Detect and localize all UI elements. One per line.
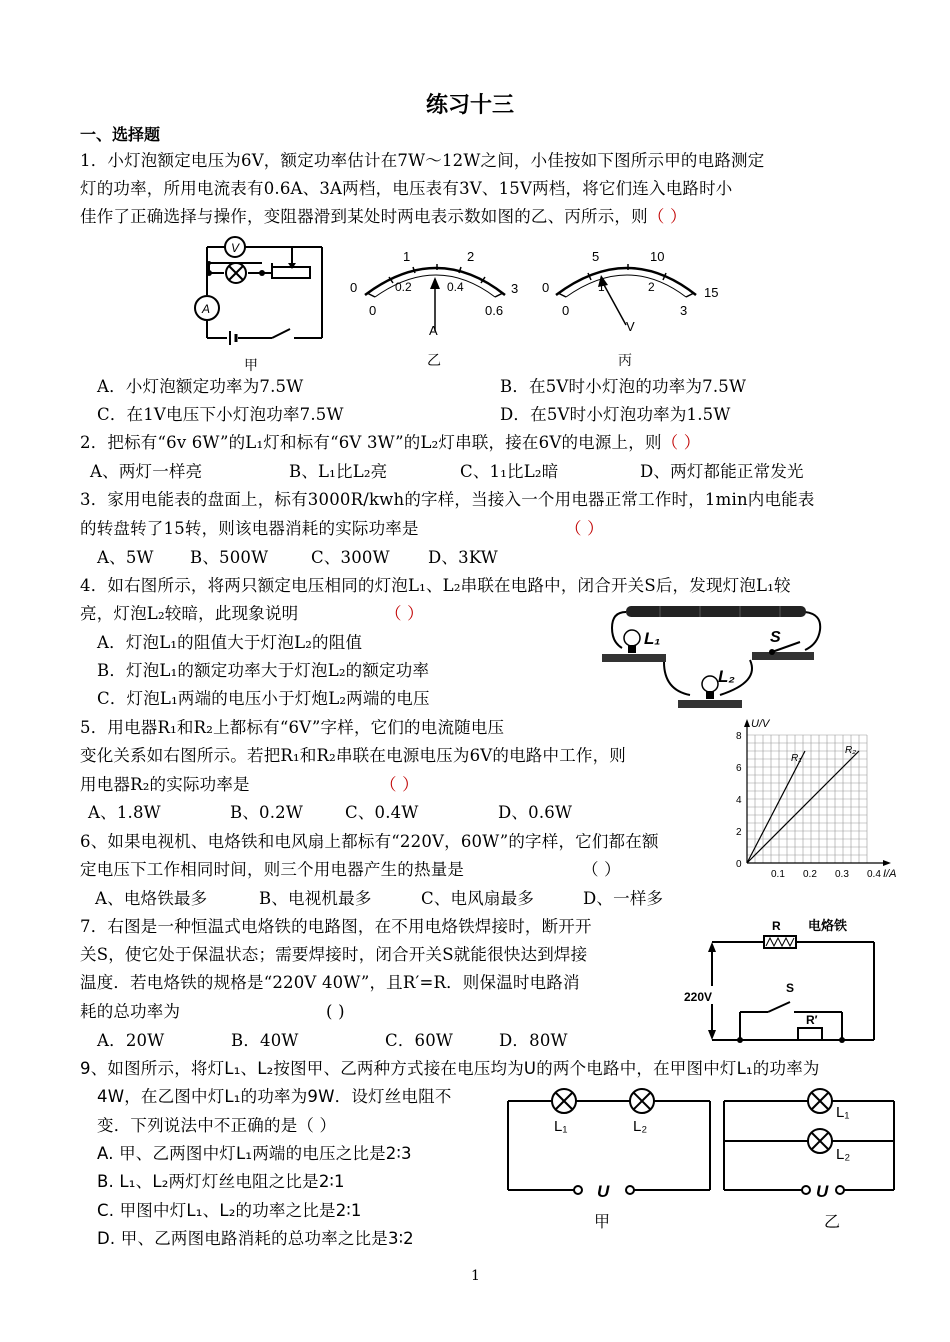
q9-line1: 9、如图所示，将灯L₁、L₂按图甲、乙两种方式接在电压均为U的两个电路中，在甲图中灯L₁的功率为 — [80, 1059, 820, 1078]
q1-line1: 1．小灯泡额定电压为6V，额定功率估计在7W～12W之间，小佳按如下图所示甲的电路测定 — [80, 151, 765, 170]
section-heading: 一、选择题 — [80, 125, 161, 144]
q5-option-c: C、0.4W — [345, 803, 419, 822]
fig-label-jia: 甲 — [244, 358, 258, 374]
graph-ytick-6: 6 — [736, 763, 742, 774]
ammeter-tick-0: 0 — [350, 280, 358, 295]
q9-yi-label-u: U — [816, 1182, 829, 1201]
q3-line2-text: 的转盘转了15转，则该电器消耗的实际功率是 — [80, 519, 419, 538]
fig-label-bing: 丙 — [618, 353, 632, 369]
q1-option-d: D．在5V时小灯泡功率为1.5W — [500, 405, 731, 424]
ammeter-needle-label: A — [429, 323, 438, 338]
volt-tick-1: 1 — [598, 280, 605, 294]
graph-ytick-2: 2 — [736, 827, 742, 838]
graph-ytick-0: 0 — [736, 859, 742, 870]
q9-option-a: A. 甲、乙两图中灯L₁两端的电压之比是2∶3 — [97, 1144, 412, 1163]
ammeter-bottom-0: 0 — [369, 303, 377, 318]
q4-circuit-figure — [600, 600, 830, 720]
page-number: 1 — [471, 1268, 480, 1284]
q5-line2: 变化关系如右图所示。若把R₁和R₂串联在电源电压为6V的电路中工作，则 — [80, 746, 626, 765]
graph-xtick-04: 0.4 — [867, 869, 881, 880]
q9-option-b: B. L₁、L₂两灯灯丝电阻之比是2∶1 — [97, 1172, 345, 1191]
q5-option-a: A、1.8W — [88, 803, 161, 822]
q2-option-d: D、两灯都能正常发光 — [640, 462, 804, 481]
q9-circuit-yi — [720, 1085, 900, 1245]
q4-option-b: B．灯泡L₁的额定功率大于灯泡L₂的额定功率 — [97, 661, 430, 680]
q4-label-s: S — [770, 629, 781, 646]
q1-ammeter-yi — [345, 243, 530, 338]
graph-ylabel: U/V — [751, 718, 770, 730]
q1-option-b: B．在5V时小灯泡的功率为7.5W — [500, 377, 747, 396]
q7-line1: 7．右图是一种恒温式电烙铁的电路图，在不用电烙铁焊接时，断开开 — [80, 917, 592, 936]
q1-answer-paren: （ ） — [647, 207, 687, 226]
q4-label-l2: L₂ — [718, 667, 735, 686]
q7-option-d: D．80W — [499, 1031, 568, 1050]
q3-option-d: D、3KW — [428, 548, 498, 567]
q4-option-c: C．灯泡L₁两端的电压小于灯炮L₂两端的电压 — [97, 689, 430, 708]
q1-line3-text: 佳作了正确选择与操作，变阻器滑到某处时两电表示数如图的乙、丙所示，则 — [80, 207, 648, 226]
ammeter-tick-2: 2 — [467, 249, 475, 264]
q3-option-b: B、500W — [190, 548, 269, 567]
q9-line3: 变．下列说法中不正确的是（ ） — [97, 1116, 337, 1135]
q6-line1: 6、如果电视机、电烙铁和电风扇上都标有“220V，60W”的字样，它们都在额 — [80, 832, 659, 851]
q2-answer-paren: （ ） — [661, 433, 701, 452]
q6-line2: 定电压下工作相同时间，则三个用电器产生的热量是 — [80, 860, 465, 879]
graph-ytick-8: 8 — [736, 731, 742, 742]
q5-line1: 5．用电器R₁和R₂上都标有“6V”字样，它们的电流随电压 — [80, 718, 505, 737]
fig-label-yi: 乙 — [427, 353, 441, 369]
q7-label-iron: 电烙铁 — [808, 918, 848, 933]
q4-line2: 亮，灯泡L₂较暗，此现象说明 — [80, 604, 299, 623]
q1-voltmeter-bing — [540, 243, 725, 343]
volt-bottom-3: 3 — [680, 303, 688, 318]
q4-label-l1: L₁ — [644, 629, 661, 648]
q7-label-s: S — [786, 981, 795, 995]
q5-answer-paren: （ ） — [380, 775, 419, 794]
q3-line2 — [80, 519, 419, 539]
q3-option-a: A、5W — [97, 548, 154, 567]
q9-circuit-jia — [500, 1085, 720, 1245]
q4-answer-paren: （ ） — [385, 604, 424, 623]
q9-option-c: C. 甲图中灯L₁、L₂的功率之比是2∶1 — [97, 1201, 362, 1220]
q7-label-r: R — [772, 919, 781, 933]
q6-answer-paren: （ ） — [582, 860, 621, 879]
voltmeter-label: V — [231, 241, 240, 255]
q4-line1: 4．如右图所示，将两只额定电压相同的灯泡L₁、L₂串联在电路中，闭合开关S后，发现灯泡L₁较 — [80, 576, 791, 595]
graph-xtick-03: 0.3 — [835, 869, 849, 880]
q5-option-d: D、0.6W — [498, 803, 573, 822]
q9-option-d: D. 甲、乙两图电路消耗的总功率之比是3∶2 — [97, 1229, 414, 1248]
q6-option-d: D、一样多 — [583, 889, 664, 908]
q2-stem — [80, 433, 701, 453]
q3-line1: 3．家用电能表的盘面上，标有3000R/kwh的字样，当接入一个用电器正常工作时，1min内电能表 — [80, 490, 815, 509]
q9-jia-label: 甲 — [594, 1214, 611, 1231]
q7-answer-paren: ( ) — [326, 1002, 345, 1021]
q6-option-c: C、电风扇最多 — [421, 889, 535, 908]
q9-jia-label-l2: L₂ — [633, 1118, 648, 1135]
q3-answer-paren: （ ） — [565, 519, 604, 538]
q9-line2: 4W，在乙图中灯L₁的功率为9W．设灯丝电阻不 — [97, 1087, 452, 1106]
q6-option-b: B、电视机最多 — [259, 889, 372, 908]
volt-tick-2: 2 — [648, 280, 655, 294]
ammeter-tick-02: 0.2 — [395, 280, 412, 294]
q7-label-rprime: R′ — [806, 1013, 818, 1027]
q7-option-c: C．60W — [385, 1031, 454, 1050]
q9-yi-label-l2: L₂ — [836, 1146, 851, 1163]
q9-jia-label-l1: L₁ — [554, 1118, 568, 1135]
graph-xlabel: I/A — [883, 868, 897, 880]
q7-label-voltage: 220V — [684, 990, 713, 1004]
q5-option-b: B、0.2W — [230, 803, 304, 822]
q1-line3 — [80, 207, 687, 227]
ammeter-tick-1: 1 — [403, 249, 411, 264]
q7-line2: 关S，使它处于保温状态；需要焊接时，闭合开关S就能很快达到焊接 — [80, 945, 588, 964]
q9-yi-label: 乙 — [824, 1214, 841, 1231]
q5-ui-graph — [733, 715, 913, 880]
q7-circuit-figure — [678, 912, 878, 1047]
page-title: 练习十三 — [426, 93, 515, 118]
q9-yi-label-l1: L₁ — [836, 1104, 850, 1121]
q7-option-a: A．20W — [97, 1031, 165, 1050]
graph-r2-label: R₂ — [845, 745, 857, 756]
q1-option-a: A．小灯泡额定功率为7.5W — [97, 377, 304, 396]
graph-xtick-02: 0.2 — [803, 869, 817, 880]
q1-circuit-jia — [172, 233, 332, 369]
ammeter-label: A — [202, 302, 211, 316]
graph-r1-label: R₁ — [791, 753, 802, 764]
volt-tick-10: 10 — [650, 249, 665, 264]
q7-line3: 温度．若电烙铁的规格是“220V 40W”，且R′=R．则保温时电路消 — [80, 973, 580, 992]
q7-option-b: B．40W — [231, 1031, 299, 1050]
q9-jia-label-u: U — [597, 1182, 610, 1201]
ammeter-tick-04: 0.4 — [447, 280, 464, 294]
q6-option-a: A、电烙铁最多 — [95, 889, 208, 908]
volt-bottom-0: 0 — [562, 303, 570, 318]
q5-line3: 用电器R₂的实际功率是 — [80, 775, 250, 794]
q1-line2: 灯的功率，所用电流表有0.6A、3A两档，电压表有3V、15V两档，将它们连入电路时小 — [80, 179, 733, 198]
q2-option-a: A、两灯一样亮 — [90, 462, 203, 481]
ammeter-tick-3: 3 — [511, 281, 519, 296]
volt-tick-15: 15 — [704, 285, 719, 300]
q2-option-b: B、L₁比L₂亮 — [289, 462, 388, 481]
graph-xtick-01: 0.1 — [771, 869, 785, 880]
ammeter-bottom-06: 0.6 — [485, 303, 504, 318]
q2-option-c: C、1₁比L₂暗 — [460, 462, 559, 481]
q4-option-a: A．灯泡L₁的阻值大于灯泡L₂的阻值 — [97, 633, 363, 652]
volt-tick-5: 5 — [592, 249, 600, 264]
q7-line4: 耗的总功率为 — [80, 1002, 181, 1021]
volt-tick-0-top: 0 — [542, 280, 550, 295]
q2-stem-text: 2．把标有“6v 6W”的L₁灯和标有“6V 3W”的L₂灯串联，接在6V的电源上，则 — [80, 433, 662, 452]
q1-option-c: C．在1V电压下小灯泡功率7.5W — [97, 405, 344, 424]
q3-option-c: C、300W — [311, 548, 390, 567]
graph-ytick-4: 4 — [736, 795, 742, 806]
volt-needle-label: V — [626, 319, 635, 334]
